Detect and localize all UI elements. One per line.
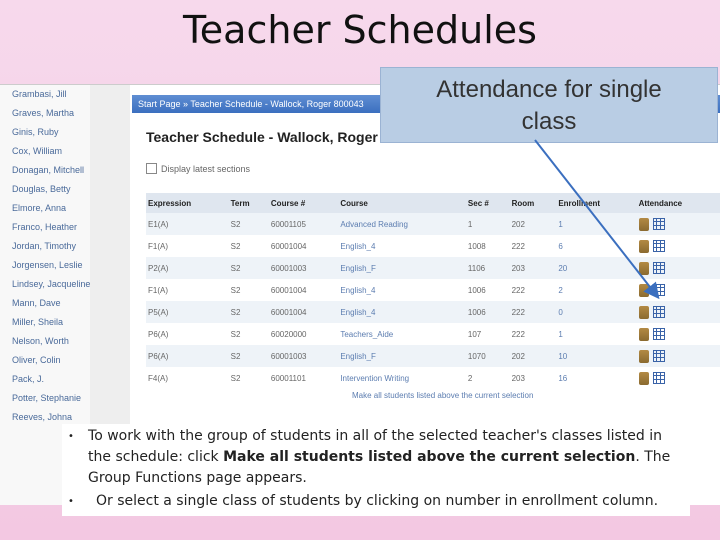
cell-term: S2 (230, 329, 241, 339)
make-all-students-link[interactable]: Make all students listed above the current selection (352, 391, 534, 400)
bullet-1-text: To work with the group of students in all of the selected teacher's classes listed in the schedule: click Make all students listed above the current selection. The Group Functions page appears. (88, 428, 671, 486)
bullet-marker: • (68, 431, 74, 442)
cell-section: 1070 (466, 345, 510, 367)
col-course-number: Course # (269, 193, 338, 213)
cell-expression: P6(A) (148, 329, 169, 339)
cell-course-number: 60001105 (269, 213, 338, 235)
cell-course-number: 60001101 (270, 373, 306, 383)
cell-term: S2 (230, 241, 241, 251)
cell-term: S2 (229, 257, 269, 279)
teacher-list-item[interactable]: Oliver, Colin (12, 355, 61, 365)
teacher-list-item[interactable]: Miller, Sheila (12, 317, 64, 327)
cell-enrollment-link[interactable]: 1 (558, 329, 563, 339)
instruction-bullets (62, 424, 690, 516)
display-latest-label: Display latest sections (161, 163, 251, 174)
cell-course-number: 60001004 (270, 285, 307, 295)
col-expression: Expression (146, 193, 229, 213)
teacher-list-item[interactable]: Reeves, Johna (12, 412, 73, 422)
col-room: Room (510, 193, 557, 213)
cell-expression: F4(A) (148, 373, 168, 383)
teacher-list-item[interactable]: Lindsey, Jacqueline (12, 279, 90, 289)
cell-term: S2 (229, 345, 269, 367)
col-attendance: Attendance (637, 193, 720, 213)
cell-course-number: 60001004 (269, 301, 338, 323)
cell-course: English_4 (340, 241, 376, 251)
teacher-list-item[interactable]: Potter, Stephanie (12, 393, 82, 403)
cell-room: 222 (511, 241, 525, 251)
cell-section: 2 (467, 373, 473, 383)
cell-section: 1006 (466, 301, 510, 323)
cell-expression: F1(A) (148, 241, 168, 251)
cell-course-number: 60001003 (269, 345, 338, 367)
cell-enrollment-link[interactable]: 6 (558, 241, 563, 251)
cell-course-number: 60001004 (270, 241, 307, 251)
cell-room: 203 (511, 373, 525, 383)
cell-course-number: 60001003 (269, 257, 338, 279)
cell-expression: F1(A) (148, 285, 168, 295)
bullet-2 (68, 491, 684, 512)
teacher-list-item[interactable]: Franco, Heather (12, 222, 78, 232)
cell-course: English_4 (340, 285, 376, 295)
cell-section: 1008 (467, 241, 486, 251)
bullet-2-text: Or select a single class of students by clicking on number in enrollment column. (96, 493, 659, 509)
cell-room: 222 (511, 329, 525, 339)
cell-course: English_4 (338, 301, 466, 323)
cell-room: 222 (510, 301, 557, 323)
callout-line-2: class (521, 108, 577, 135)
cell-enrollment-link[interactable]: 1 (556, 213, 636, 235)
breadcrumb: Start Page » Teacher Schedule - Wallock, Roger 800043 (132, 95, 720, 113)
cell-enrollment-link[interactable]: 10 (556, 345, 636, 367)
cell-course: English_F (338, 345, 466, 367)
col-enrollment: Enrollment (556, 193, 636, 213)
bullet-1 (68, 426, 684, 489)
cell-section: 1006 (467, 285, 486, 295)
teacher-list-item[interactable]: Donagan, Mitchell (12, 165, 85, 175)
cell-course: Advanced Reading (338, 213, 466, 235)
cell-expression: P6(A) (146, 345, 229, 367)
cell-term: S2 (230, 373, 241, 383)
cell-enrollment-link[interactable]: 20 (556, 257, 636, 279)
teacher-list-item[interactable]: Pack, J. (12, 374, 45, 384)
cell-course: Intervention Writing (340, 373, 410, 383)
teacher-list-item[interactable]: Jorgensen, Leslie (12, 260, 83, 270)
teacher-list-item[interactable]: Cox, William (12, 146, 63, 156)
cell-section: 1106 (466, 257, 510, 279)
cell-room: 202 (510, 213, 557, 235)
col-course: Course (338, 193, 466, 213)
cell-enrollment-link[interactable]: 16 (558, 373, 568, 383)
teacher-list-item[interactable]: Graves, Martha (12, 108, 75, 118)
cell-enrollment-link[interactable]: 0 (556, 301, 636, 323)
teacher-list-item[interactable]: Jordan, Timothy (12, 241, 77, 251)
cell-term: S2 (230, 285, 241, 295)
cell-section: 107 (467, 329, 482, 339)
cell-term: S2 (229, 213, 269, 235)
cell-expression: E1(A) (146, 213, 229, 235)
teacher-list-item[interactable]: Douglas, Betty (12, 184, 71, 194)
cell-term: S2 (229, 301, 269, 323)
cell-course: Teachers_Aide (340, 329, 394, 339)
teacher-list-item[interactable]: Nelson, Worth (12, 336, 69, 346)
cell-section: 1 (466, 213, 510, 235)
cell-expression: P2(A) (146, 257, 229, 279)
cell-room: 202 (510, 345, 557, 367)
col-term: Term (229, 193, 269, 213)
teacher-list-item[interactable]: Grambasi, Jill (12, 89, 67, 99)
cell-course-number: 60020000 (270, 329, 307, 339)
cell-room: 203 (510, 257, 557, 279)
cell-expression: P5(A) (146, 301, 229, 323)
callout-line-1: Attendance for single (436, 76, 662, 103)
teacher-list-item[interactable]: Ginis, Ruby (12, 127, 59, 137)
cell-enrollment-link[interactable]: 2 (558, 285, 563, 295)
cell-room: 222 (511, 285, 525, 295)
slide-title: Teacher Schedules (183, 8, 537, 52)
bullet-marker: • (68, 496, 74, 507)
page-heading: Teacher Schedule - Wallock, Roger (146, 129, 378, 145)
col-section: Sec # (466, 193, 510, 213)
teacher-list-item[interactable]: Mann, Dave (12, 298, 61, 308)
teacher-list-item[interactable]: Elmore, Anna (12, 203, 67, 213)
cell-course: English_F (338, 257, 466, 279)
